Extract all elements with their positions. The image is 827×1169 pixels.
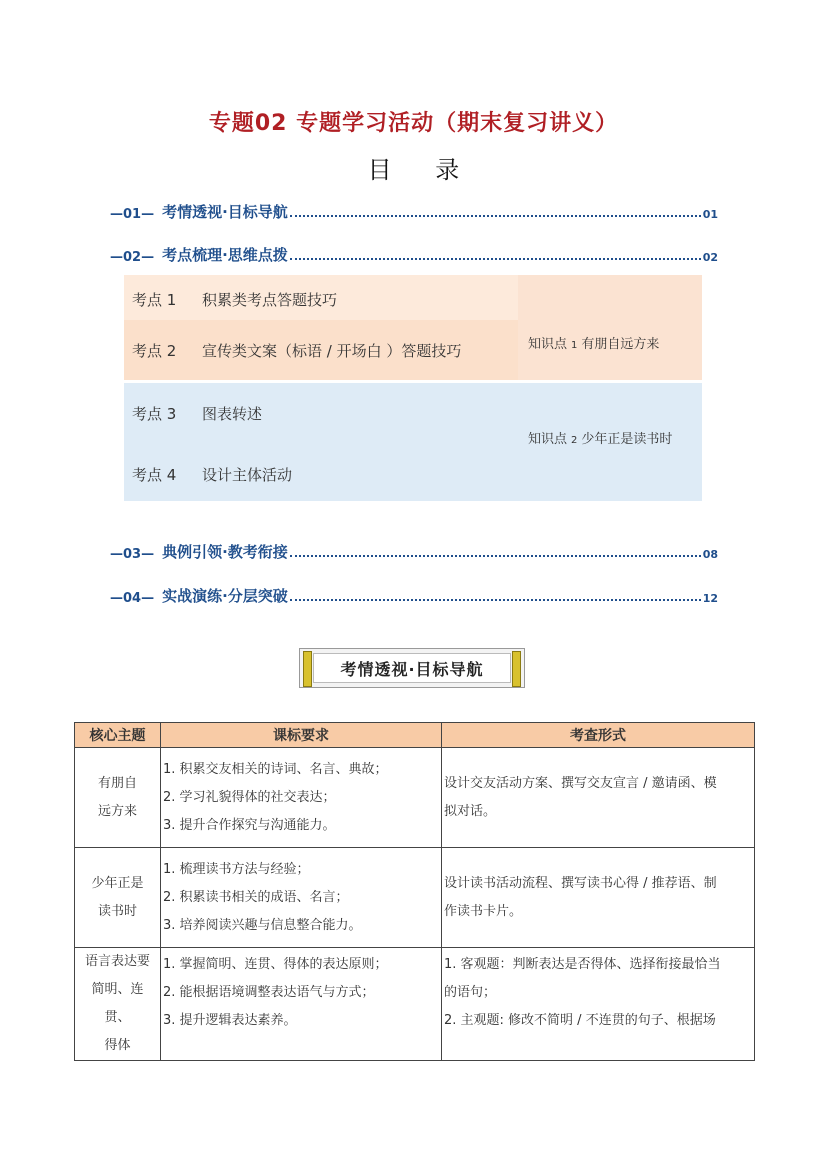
requirement-item: 1. 掌握简明、连贯、得体的表达原则； [163, 957, 388, 972]
zhishidian-1[interactable] [528, 333, 659, 352]
toc-leader-dots [290, 258, 701, 260]
kaodian-number: 考点 1 [132, 290, 177, 309]
toc-entry-number: —01— [110, 207, 155, 222]
section-banner [299, 648, 525, 688]
kaodian-number: 考点 2 [132, 341, 177, 360]
requirement-item: 1. 梳理读书方法与经验； [163, 861, 310, 877]
requirement-item: 2. 学习礼貌得体的社交表达； [163, 789, 336, 805]
forms-cell [442, 748, 755, 848]
toc-heading: 目 录 [367, 156, 478, 184]
toc-leader-dots [290, 555, 701, 557]
kaodian-item-1[interactable] [124, 275, 518, 323]
form-line: 1. 客观题：判断表达是否得体、选择衔接最恰当 [444, 957, 721, 972]
requirement-item: 2. 能根据语境调整表达语气与方式； [163, 985, 375, 1000]
forms-cell [442, 848, 755, 948]
toc-entry-label: 考点梳理·思维点拨 [162, 246, 288, 264]
kaodian-name: 积累类考点答题技巧 [202, 290, 338, 309]
topic-cell [75, 748, 161, 848]
toc-entry-04[interactable] [110, 584, 718, 606]
requirements-cell [161, 948, 442, 1061]
toc-entry-number: —02— [110, 250, 155, 265]
toc-entry-page: 02 [702, 251, 718, 264]
requirement-item: 3. 提升逻辑表达素养。 [163, 1013, 297, 1028]
section-banner-title: 考情透视·目标导航 [340, 659, 484, 679]
table-row [75, 948, 755, 1061]
kaodian-name: 图表转述 [202, 404, 263, 423]
requirements-cell [161, 748, 442, 848]
kaodian-item-4[interactable] [124, 450, 518, 498]
topic-cell [75, 948, 161, 1061]
topic-line: 远方来 [97, 803, 137, 819]
document-title: 专题02 专题学习活动（期末复习讲义） [208, 111, 619, 136]
toc-leader-dots [290, 599, 701, 601]
table-header-row [75, 723, 755, 748]
column-header: 核心主题 [75, 723, 161, 748]
zhishidian-number: 2 [571, 435, 578, 446]
requirements-cell [161, 848, 442, 948]
forms-cell [442, 948, 755, 1061]
kaodian-number: 考点 3 [132, 404, 177, 423]
kaodian-item-3[interactable] [124, 389, 518, 437]
zhishidian-name: 少年正是读书时 [581, 432, 673, 447]
requirement-item: 2. 积累读书相关的成语、名言； [163, 889, 349, 905]
toc-entry-page: 01 [702, 208, 718, 221]
kaodian-name: 宣传类文案（标语 / 开场白 ）答题技巧 [202, 341, 462, 360]
toc-entry-label: 考情透视·目标导航 [162, 203, 288, 221]
kaodian-name: 设计主体活动 [202, 465, 293, 484]
kaodian-item-2[interactable] [124, 326, 518, 374]
requirement-item: 1. 积累交友相关的诗词、名言、典故； [163, 761, 388, 777]
requirement-item: 3. 培养阅读兴趣与信息整合能力。 [163, 917, 362, 933]
form-line: 2. 主观题: 修改不简明 / 不连贯的句子、根据场 [444, 1013, 716, 1028]
toc-entry-number: —03— [110, 547, 155, 562]
knowledge-cell-background [518, 275, 702, 380]
toc-entry-label: 实战演练·分层突破 [162, 587, 288, 605]
objectives-table [74, 722, 755, 1061]
topic-line: 读书时 [97, 903, 137, 919]
topic-line: 少年正是 [91, 875, 144, 891]
topic-line: 语言表达要 [84, 954, 150, 969]
form-line: 拟对话。 [444, 803, 497, 819]
toc-entry-01[interactable] [110, 200, 718, 222]
requirement-item: 3. 提升合作探究与沟通能力。 [163, 817, 336, 833]
toc-entry-02[interactable] [110, 243, 718, 265]
toc-entry-page: 12 [702, 592, 718, 605]
topic-line: 得体 [104, 1038, 131, 1053]
column-header: 课标要求 [161, 723, 442, 748]
zhishidian-prefix: 知识点 [528, 337, 568, 352]
table-row [75, 848, 755, 948]
zhishidian-number: 1 [571, 340, 578, 351]
form-line: 设计读书活动流程、撰写读书心得 / 推荐语、制 [444, 875, 717, 891]
table-row [75, 748, 755, 848]
zhishidian-2[interactable] [528, 428, 672, 447]
column-header: 考查形式 [442, 723, 755, 748]
topic-line: 有朋自 [97, 775, 137, 791]
form-line: 设计交友活动方案、撰写交友宣言 / 邀请函、模 [444, 775, 717, 791]
toc-entry-label: 典例引领·教考衔接 [162, 543, 288, 561]
zhishidian-prefix: 知识点 [528, 432, 568, 447]
topic-cell [75, 848, 161, 948]
zhishidian-name: 有朋自远方来 [581, 337, 660, 352]
form-line: 的语句； [444, 985, 497, 1000]
kaodian-group-2 [124, 383, 702, 501]
kaodian-number: 考点 4 [132, 465, 177, 484]
toc-entry-page: 08 [702, 548, 718, 561]
topic-line: 简明、连贯、 [91, 982, 144, 1025]
kaodian-group-1 [124, 275, 702, 380]
toc-entry-number: —04— [110, 591, 155, 606]
toc-entry-03[interactable] [110, 540, 718, 562]
form-line: 作读书卡片。 [444, 903, 523, 919]
toc-leader-dots [290, 215, 701, 217]
